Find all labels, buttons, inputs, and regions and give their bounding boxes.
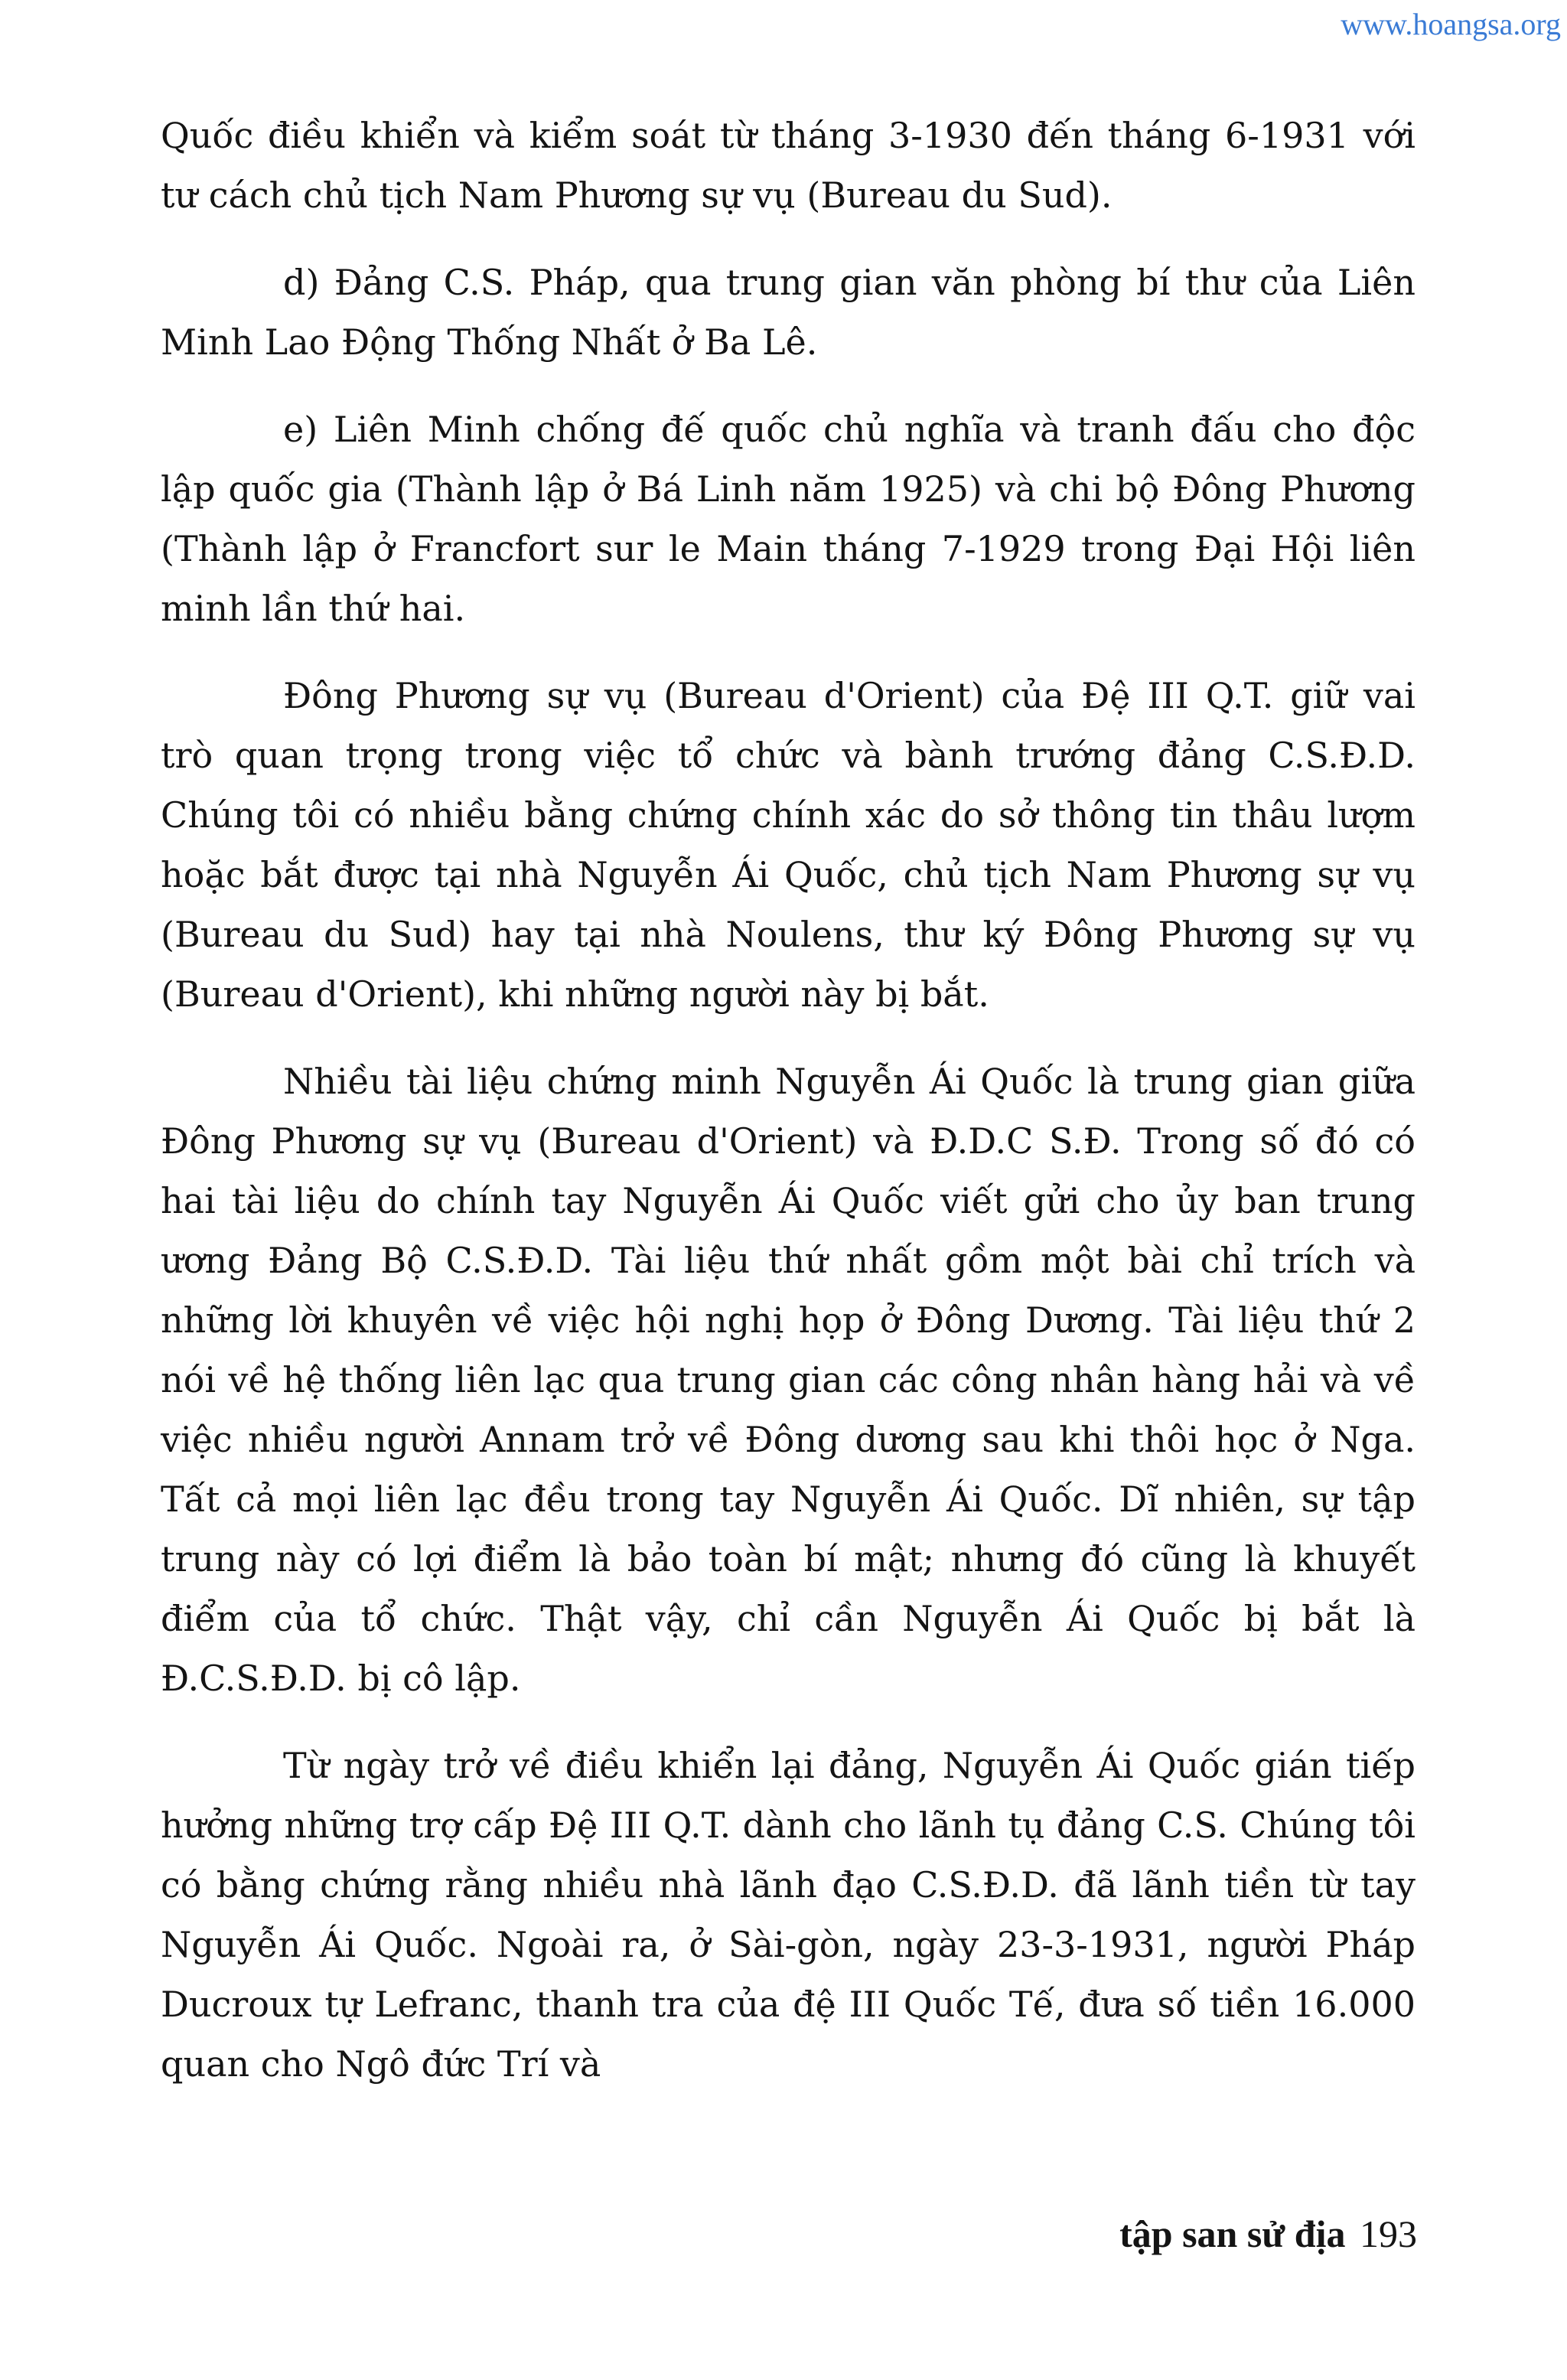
paragraph-continuation: Quốc điều khiển và kiểm soát từ tháng 3-1930 đến tháng 6-1931 với tư cách chủ tịch Nam Phương sự vụ (Bureau du Sud). <box>161 115 1416 216</box>
page-footer <box>1119 2212 1417 2256</box>
paragraph-item-d: d) Đảng C.S. Pháp, qua trung gian văn phòng bí thư của Liên Minh Lao Động Thống Nhất ở Ba Lê. <box>161 262 1416 363</box>
page-body <box>161 106 1416 2121</box>
paragraph-item-e: e) Liên Minh chống đế quốc chủ nghĩa và tranh đấu cho độc lập quốc gia (Thành lập ở Bá Linh năm 1925) và chi bộ Đông Phương (Thành lập ở Francfort sur le Main tháng 7-1929 trong Đại Hội liên minh lần thứ hai. <box>161 409 1416 629</box>
page-number: 193 <box>1360 2212 1417 2255</box>
paragraph-bureau-orient: Đông Phương sự vụ (Bureau d'Orient) của Đệ III Q.T. giữ vai trò quan trọng trong việc tổ chức và bành trướng đảng C.S.Đ.D. Chúng tôi có nhiều bằng chứng chính xác do sở thông tin thâu lượm hoặc bắt được tại nhà Nguyễn Ái Quốc, chủ tịch Nam Phương sự vụ (Bureau du Sud) hay tại nhà Noulens, thư ký Đông Phương sự vụ (Bureau d'Orient), khi những người này bị bắt. <box>161 675 1416 1015</box>
paragraph-documents: Nhiều tài liệu chứng minh Nguyễn Ái Quốc là trung gian giữa Đông Phương sự vụ (Bureau d'Orient) và Đ.D.C S.Đ. Trong số đó có hai tài liệu do chính tay Nguyễn Ái Quốc viết gửi cho ủy ban trung ương Đảng Bộ C.S.Đ.D. Tài liệu thứ nhất gồm một bài chỉ trích và những lời khuyên về việc hội nghị họp ở Đông Dương. Tài liệu thứ 2 nói về hệ thống liên lạc qua trung gian các công nhân hàng hải và về việc nhiều người Annam trở về Đông dương sau khi thôi học ở Nga. Tất cả mọi liên lạc đều trong tay Nguyễn Ái Quốc. Dĩ nhiên, sự tập trung này có lợi điểm là bảo toàn bí mật; nhưng đó cũng là khuyết điểm của tổ chức. Thật vậy, chỉ cần Nguyễn Ái Quốc bị bắt là Đ.C.S.Đ.D. bị cô lập. <box>161 1061 1416 1699</box>
publication-name: tập san sử địa <box>1119 2212 1346 2255</box>
paragraph-funding: Từ ngày trở về điều khiển lại đảng, Nguyễn Ái Quốc gián tiếp hưởng những trợ cấp Đệ III Q.T. dành cho lãnh tụ đảng C.S. Chúng tôi có bằng chứng rằng nhiều nhà lãnh đạo C.S.Đ.D. đã lãnh tiền từ tay Nguyễn Ái Quốc. Ngoài ra, ở Sài-gòn, ngày 23-3-1931, người Pháp Ducroux tự Lefranc, thanh tra của đệ III Quốc Tế, đưa số tiền 16.000 quan cho Ngô đức Trí và <box>161 1745 1416 2085</box>
website-watermark: www.hoangsa.org <box>1341 7 1561 41</box>
